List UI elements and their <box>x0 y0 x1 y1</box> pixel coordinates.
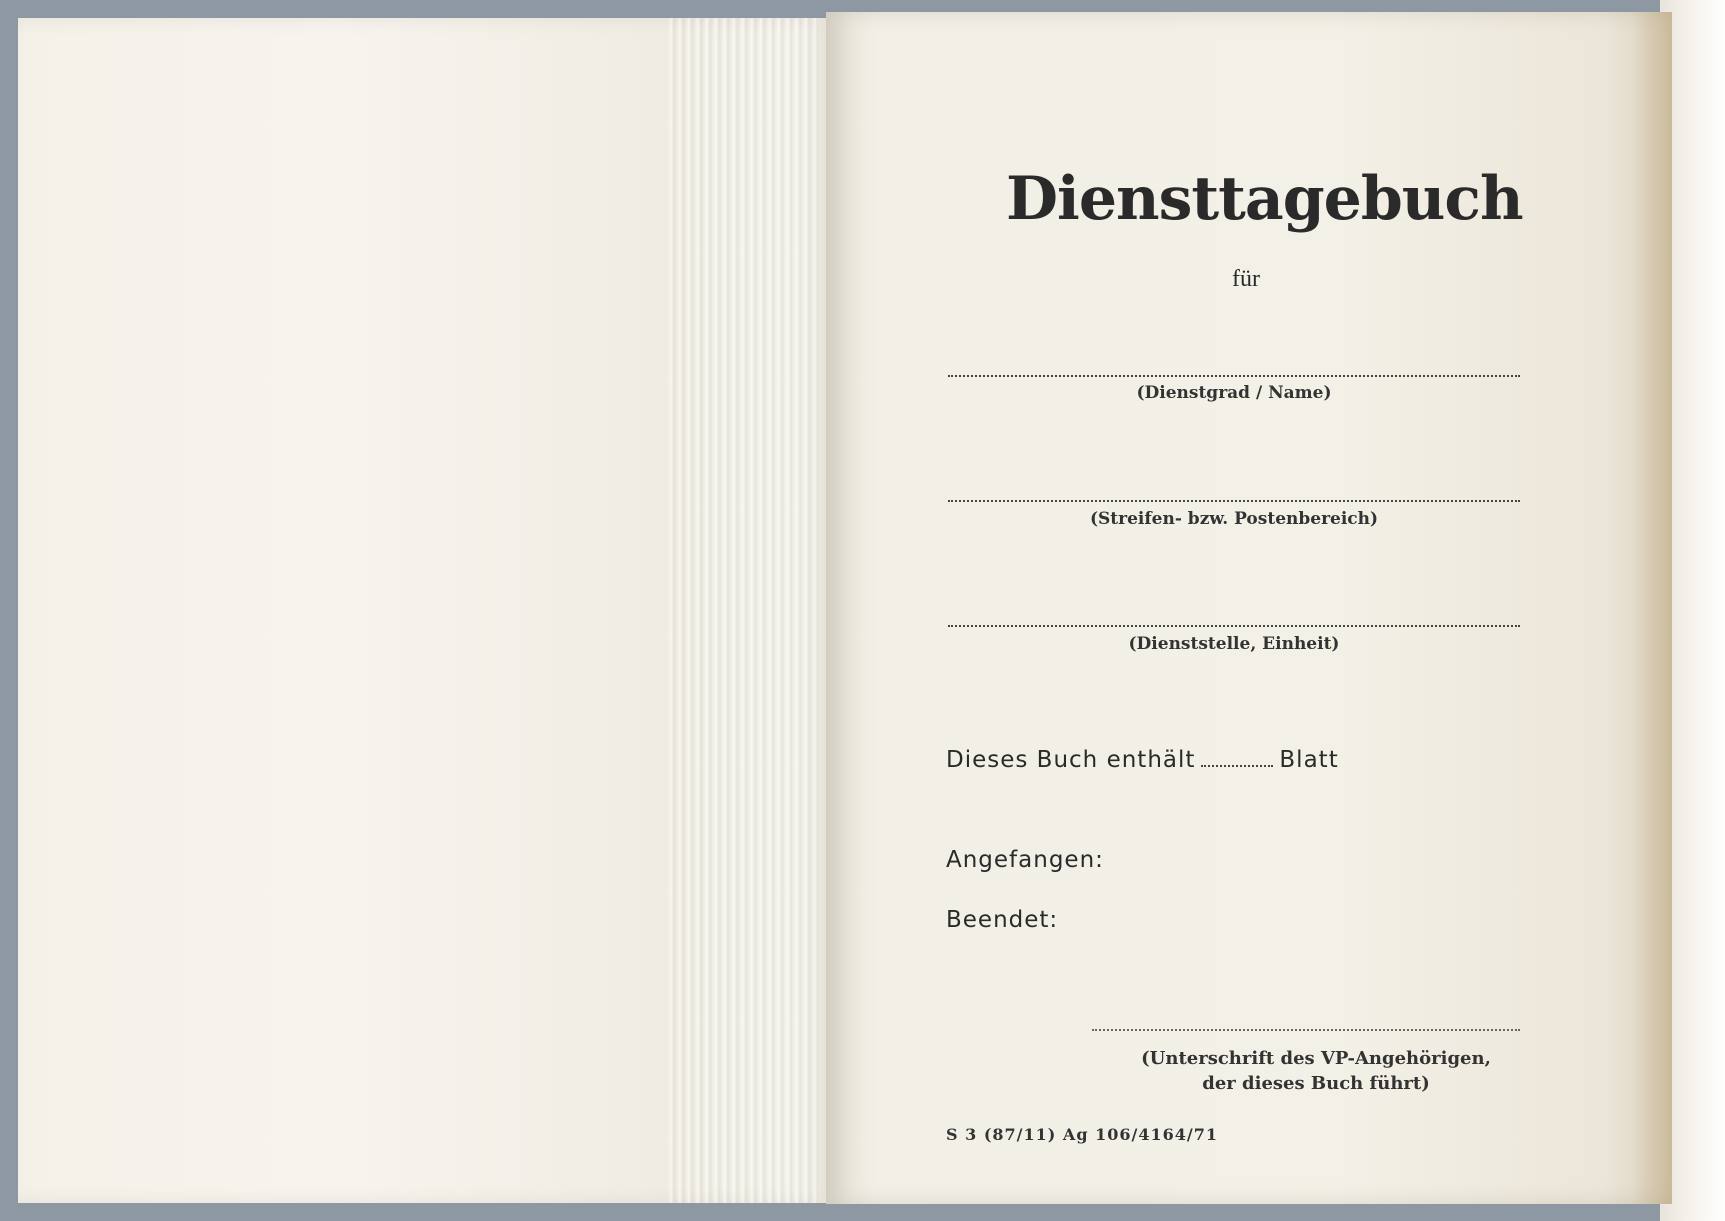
page-crease <box>668 18 818 1203</box>
document-subtitle: für <box>1232 266 1260 292</box>
unit-line[interactable] <box>948 625 1520 627</box>
ended-label: Beendet: <box>946 907 1059 933</box>
unit-caption: (Dienststelle, Einheit) <box>1128 634 1340 654</box>
left-blank-page <box>18 18 826 1203</box>
sheet-count-field[interactable] <box>1201 765 1273 767</box>
rank-name-caption: (Dienstgrad / Name) <box>1136 383 1332 403</box>
patrol-area-caption: (Streifen- bzw. Postenbereich) <box>1089 509 1379 529</box>
signature-caption-line1: (Unterschrift des VP-Angehörigen, <box>1141 1048 1491 1069</box>
document-title: Diensttagebuch <box>1006 164 1523 234</box>
rank-name-line[interactable] <box>948 375 1520 377</box>
title-page <box>826 12 1672 1204</box>
signature-caption <box>1126 1046 1506 1096</box>
patrol-area-line[interactable] <box>948 500 1520 502</box>
signature-line[interactable] <box>1092 1029 1520 1031</box>
started-label: Angefangen: <box>946 847 1104 873</box>
page-edge-shadow <box>1632 12 1672 1204</box>
imprint-code: S 3 (87/11) Ag 106/4164/71 <box>946 1125 1218 1144</box>
signature-caption-line2: der dieses Buch führt) <box>1202 1073 1430 1094</box>
sheet-count-line <box>946 747 1339 773</box>
sheet-count-prefix: Dieses Buch enthält <box>946 747 1196 773</box>
sheet-count-suffix: Blatt <box>1279 747 1339 773</box>
